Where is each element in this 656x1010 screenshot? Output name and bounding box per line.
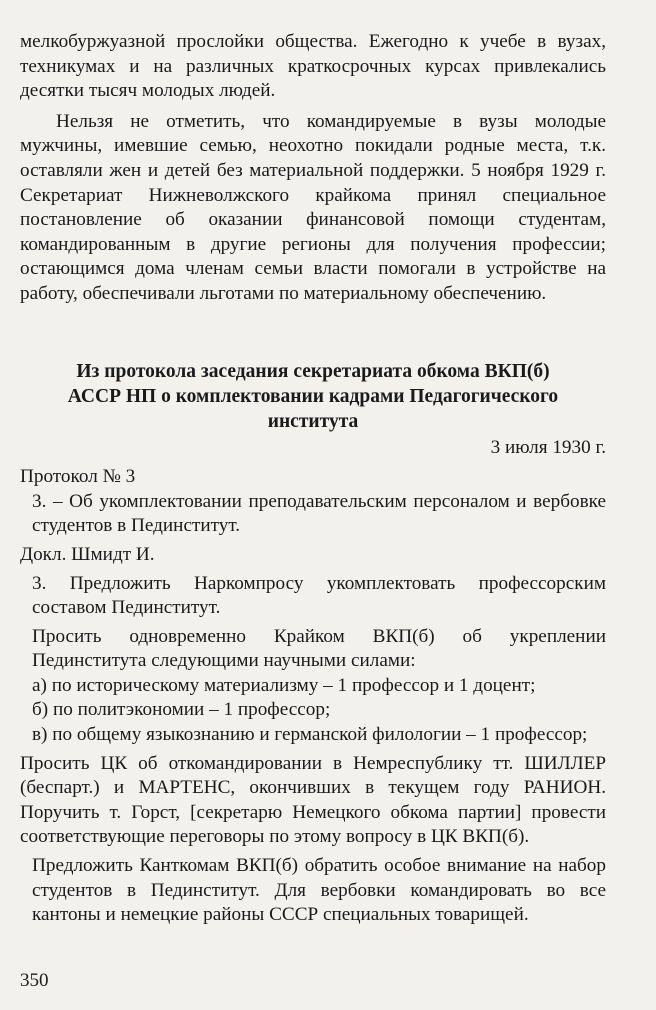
protocol-number: Протокол № 3 — [20, 466, 136, 488]
page-number: 350 — [20, 970, 49, 991]
cantons-paragraph: Предложить Канткомам ВКП(б) обратить особое внимание на набор студентов в Пединститут. Для вербовки командировать во все кантоны и немецкие районы СССР специальных товарищей. — [32, 855, 606, 926]
agenda-point: 3. – Об укомплектовании преподавательским персоналом и вербовке студентов в Пединститут. — [32, 490, 606, 537]
document-title: Из протокола заседания секретариата обкома ВКП(б) АССР НП о комплектовании кадрами Педагогического института — [67, 360, 559, 432]
document-date: 3 июля 1930 г. — [490, 436, 606, 458]
decision-paragraph: 3. Предложить Наркомпросу укомплектовать профессорским составом Пединститут. — [32, 572, 606, 619]
request-item-a: а) по историческому материализму – 1 профессор и 1 доцент; — [32, 674, 536, 696]
intro-paragraph-2: Нельзя не отметить, что командируемые в вузы молодые мужчины, имевшие семью, неохотно покидали родные места, т.к. оставляли жен и детей без материальной поддержки. 5 ноября 1929 г. Секретариат Нижневолжского крайкома принял специальное постановление об оказании финансовой помощи студентам, командированным в другие регионы для получения профессии; остающимся дома членам семьи власти помогали в устройстве на работу, обеспечивали льготами по материальному обеспечению. — [20, 110, 606, 304]
ck-paragraph: Просить ЦК об откомандировании в Немреспублику тт. ШИЛЛЕР (беспарт.) и МАРТЕНС, окончивших в текущем году РАНИОН. Поручить т. Горст, [секретарю Немецкого обкома партии] провести соответствующие переговоры по этому вопросу в ЦК ВКП(б). — [20, 752, 606, 848]
request-item-c: в) по общему языкознанию и германской филологии – 1 профессор; — [32, 724, 588, 746]
request-paragraph: Просить одновременно Крайком ВКП(б) об укреплении Пединститута следующими научными силами: — [32, 625, 606, 672]
speaker-line: Докл. Шмидт И. — [20, 543, 155, 565]
intro-paragraph-1: мелкобуржуазной прослойки общества. Ежегодно к учебе в вузах, техникумах и на различных краткосрочных курсах привлекались десятки тысяч молодых людей. — [20, 31, 606, 102]
page-body — [20, 30, 606, 928]
request-item-b: б) по политэкономии – 1 профессор; — [32, 699, 331, 721]
